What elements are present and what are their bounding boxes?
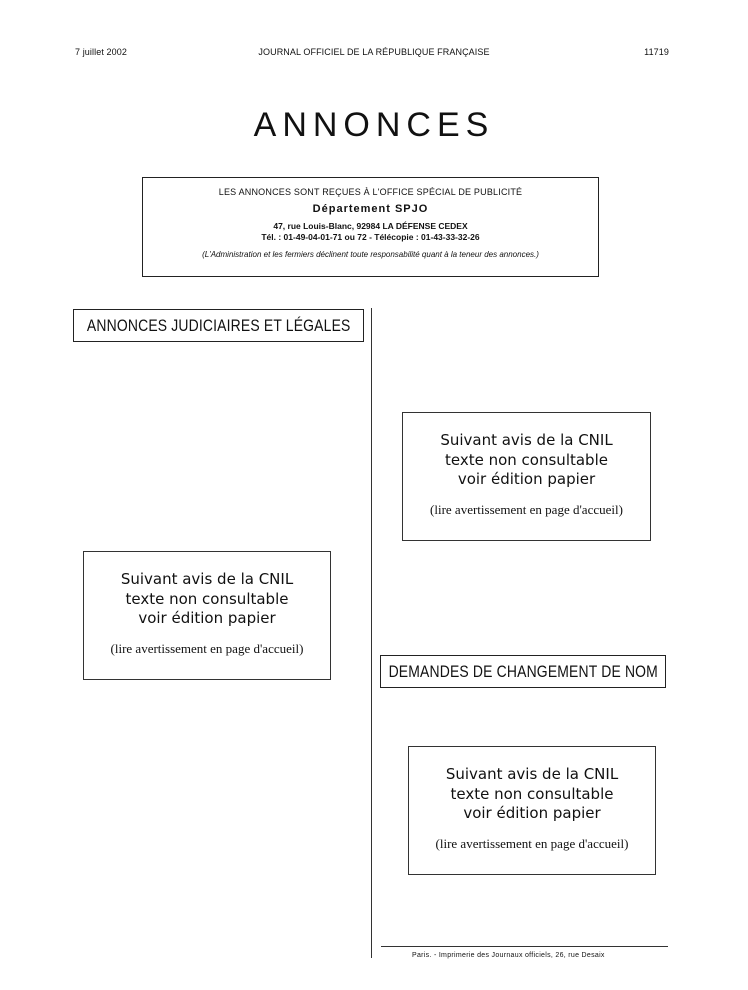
cnil-notice-line: voir édition papier <box>457 470 596 488</box>
page-title: ANNONCES <box>253 106 495 144</box>
cnil-notice-line: texte non consultable <box>125 589 289 608</box>
section-heading-judiciaires <box>73 309 364 342</box>
header-page-number: 11719 <box>644 47 669 57</box>
section-heading-judiciaires-label: ANNONCES JUDICIAIRES ET LÉGALES <box>86 315 351 335</box>
info-address: 47, rue Louis-Blanc, 92984 LA DÉFENSE CEDEX <box>273 221 468 231</box>
cnil-notice-note: (lire avertissement en page d'accueil) <box>110 640 304 656</box>
cnil-notice-line: texte non consultable <box>450 784 614 803</box>
cnil-notice-line: Suivant avis de la CNIL <box>120 570 294 588</box>
cnil-notice-note: (lire avertissement en page d'accueil) <box>435 835 629 851</box>
info-phone: Tél. : 01-49-04-01-71 ou 72 - Télécopie : 01-43-33-32-26 <box>261 232 480 242</box>
cnil-notice-line: Suivant avis de la CNIL <box>440 431 613 449</box>
cnil-notice-box <box>408 746 656 875</box>
header-journal-title: JOURNAL OFFICIEL DE LA RÉPUBLIQUE FRANÇAISE <box>258 47 490 57</box>
cnil-notice-line: voir édition papier <box>138 609 276 627</box>
info-disclaimer: (L'Administration et les fermiers déclinent toute responsabilité quant à la teneur des annonces.) <box>202 250 539 259</box>
info-department: Département SPJO <box>312 203 429 215</box>
cnil-notice-box <box>83 551 331 680</box>
cnil-notice-line: texte non consultable <box>445 450 608 469</box>
header-date: 7 juillet 2002 <box>75 47 127 57</box>
cnil-notice-note: (lire avertissement en page d'accueil) <box>430 501 623 517</box>
column-divider <box>371 308 372 958</box>
publicity-office-info-box <box>142 177 599 277</box>
cnil-notice-line: Suivant avis de la CNIL <box>445 765 619 783</box>
section-heading-changement-de-nom-label: DEMANDES DE CHANGEMENT DE NOM <box>388 661 658 681</box>
footer-divider <box>381 946 668 947</box>
info-line-reception: LES ANNONCES SONT REÇUES À L'OFFICE SPÉCIAL DE PUBLICITÉ <box>218 187 523 197</box>
cnil-notice-line: voir édition papier <box>463 804 601 822</box>
section-heading-changement-de-nom <box>380 655 666 688</box>
footer-printer-imprint: Paris. - Imprimerie des Journaux officiels, 26, rue Desaix <box>412 952 605 959</box>
cnil-notice-box <box>402 412 651 541</box>
